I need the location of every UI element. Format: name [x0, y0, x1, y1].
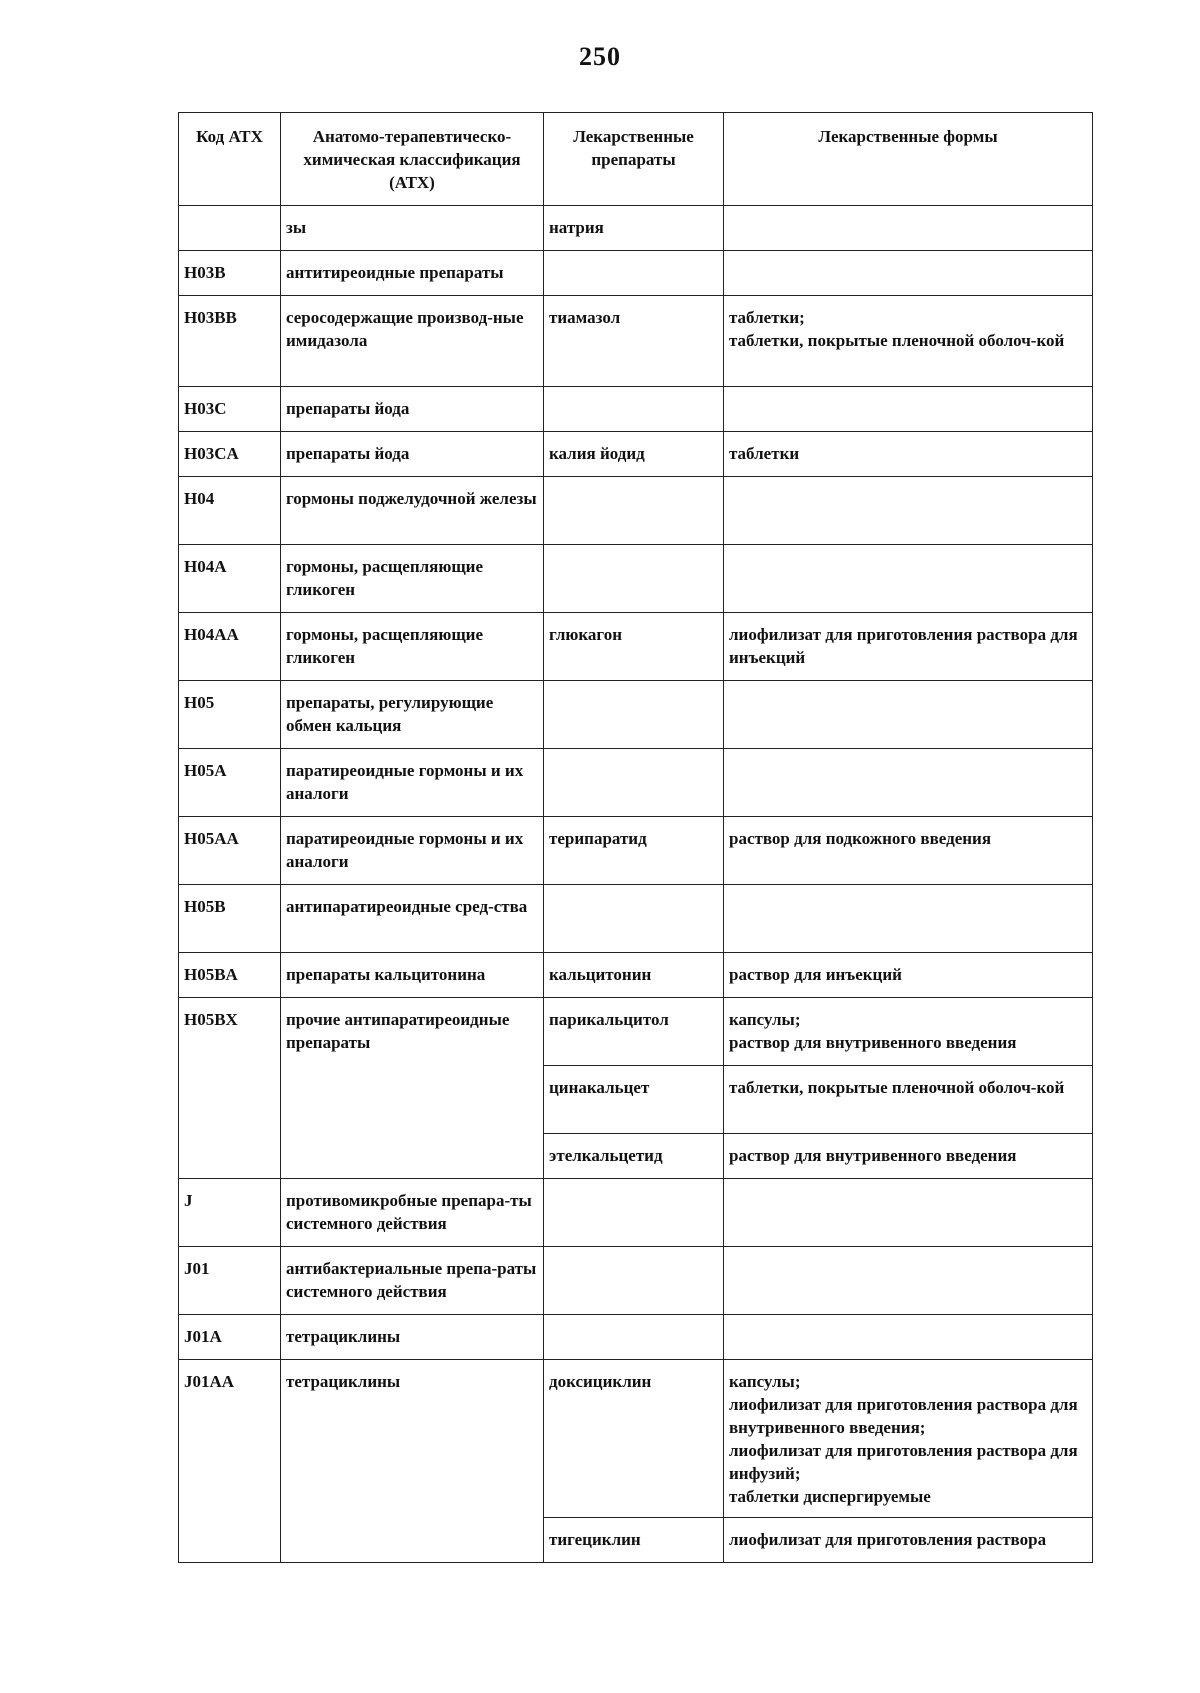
- cell-classification: серосодержащие производ-ные имидазола: [281, 296, 544, 387]
- cell-classification: зы: [281, 206, 544, 251]
- form-line: таблетки диспергируемые: [729, 1487, 931, 1506]
- cell-classification: паратиреоидные гормоны и их аналоги: [281, 817, 544, 885]
- cell-forms: [724, 296, 1093, 387]
- form-line: таблетки;: [729, 308, 805, 327]
- table-row: [179, 1247, 1093, 1315]
- cell-drug: [544, 1247, 724, 1315]
- table-row: [179, 1360, 1093, 1518]
- cell-forms: [724, 387, 1093, 432]
- table-row: [179, 681, 1093, 749]
- table-row: [179, 749, 1093, 817]
- cell-drug: глюкагон: [544, 613, 724, 681]
- cell-forms: [724, 477, 1093, 545]
- cell-forms: [724, 817, 1093, 885]
- form-line: таблетки, покрытые пленочной оболоч-кой: [729, 331, 1065, 350]
- cell-forms: [724, 1134, 1093, 1179]
- cell-drug: тигециклин: [544, 1518, 724, 1563]
- cell-code: [179, 206, 281, 251]
- cell-drug: тиамазол: [544, 296, 724, 387]
- cell-forms: [724, 1179, 1093, 1247]
- cell-forms: [724, 432, 1093, 477]
- cell-code: H05: [179, 681, 281, 749]
- cell-drug: натрия: [544, 206, 724, 251]
- page-number: 250: [579, 42, 621, 71]
- table-header-row: [179, 113, 1093, 206]
- table-row: [179, 545, 1093, 613]
- form-line: лиофилизат для приготовления раствора для внутривенного введения;: [729, 1395, 1078, 1437]
- table-row: [179, 1315, 1093, 1360]
- table-row: [179, 817, 1093, 885]
- cell-code: J01A: [179, 1315, 281, 1360]
- cell-drug: [544, 681, 724, 749]
- cell-code: H03B: [179, 251, 281, 296]
- cell-code: J: [179, 1179, 281, 1247]
- header-classification: Анатомо-терапевтическо-химическая классификация (АТХ): [281, 113, 544, 206]
- table-row: [179, 885, 1093, 953]
- cell-code: H03C: [179, 387, 281, 432]
- cell-code: J01AA: [179, 1360, 281, 1563]
- cell-drug: [544, 1315, 724, 1360]
- table-row: [179, 613, 1093, 681]
- cell-forms: [724, 251, 1093, 296]
- cell-code: H04: [179, 477, 281, 545]
- cell-code: H04AA: [179, 613, 281, 681]
- cell-classification: паратиреоидные гормоны и их аналоги: [281, 749, 544, 817]
- cell-forms: [724, 1315, 1093, 1360]
- header-forms: Лекарственные формы: [724, 113, 1093, 206]
- cell-code: H05BA: [179, 953, 281, 998]
- cell-classification: препараты кальцитонина: [281, 953, 544, 998]
- cell-code: H03CA: [179, 432, 281, 477]
- form-line: капсулы;: [729, 1010, 801, 1029]
- cell-code: H03BB: [179, 296, 281, 387]
- cell-classification: тетрациклины: [281, 1315, 544, 1360]
- form-line: таблетки, покрытые пленочной оболоч-кой: [729, 1078, 1065, 1097]
- form-line: раствор для подкожного введения: [729, 829, 992, 848]
- cell-drug: цинакальцет: [544, 1066, 724, 1134]
- cell-drug: этелкальцетид: [544, 1134, 724, 1179]
- cell-drug: кальцитонин: [544, 953, 724, 998]
- cell-classification: гормоны, расщепляющие гликоген: [281, 545, 544, 613]
- cell-drug: [544, 387, 724, 432]
- cell-forms: [724, 953, 1093, 998]
- form-line: раствор для внутривенного введения: [729, 1033, 1017, 1052]
- table-row: [179, 206, 1093, 251]
- cell-code: J01: [179, 1247, 281, 1315]
- atc-drug-table: [178, 112, 1093, 1563]
- cell-classification: гормоны, расщепляющие гликоген: [281, 613, 544, 681]
- cell-classification: противомикробные препара-ты системного действия: [281, 1179, 544, 1247]
- cell-forms: [724, 1360, 1093, 1518]
- cell-code: H05A: [179, 749, 281, 817]
- cell-code: H05AA: [179, 817, 281, 885]
- cell-drug: [544, 749, 724, 817]
- table-row: [179, 1179, 1093, 1247]
- table-row: [179, 432, 1093, 477]
- table-row: [179, 296, 1093, 387]
- table-row: [179, 953, 1093, 998]
- form-line: таблетки: [729, 444, 800, 463]
- cell-drug: [544, 545, 724, 613]
- cell-classification: антипаратиреоидные сред-ства: [281, 885, 544, 953]
- cell-forms: [724, 681, 1093, 749]
- cell-forms: [724, 749, 1093, 817]
- cell-classification: антибактериальные препа-раты системного действия: [281, 1247, 544, 1315]
- table-row: [179, 251, 1093, 296]
- cell-classification: препараты, регулирующие обмен кальция: [281, 681, 544, 749]
- cell-drug: калия йодид: [544, 432, 724, 477]
- cell-forms: [724, 885, 1093, 953]
- table-row: [179, 998, 1093, 1066]
- form-line: раствор для инъекций: [729, 965, 902, 984]
- cell-drug: [544, 1179, 724, 1247]
- cell-forms: [724, 206, 1093, 251]
- cell-forms: [724, 1247, 1093, 1315]
- cell-classification: прочие антипаратиреоидные препараты: [281, 998, 544, 1179]
- cell-drug: [544, 251, 724, 296]
- cell-forms: [724, 1518, 1093, 1563]
- cell-forms: [724, 613, 1093, 681]
- table-row: [179, 477, 1093, 545]
- form-line: капсулы;: [729, 1372, 801, 1391]
- form-line: лиофилизат для приготовления раствора для инъекций: [729, 625, 1078, 667]
- cell-classification: препараты йода: [281, 432, 544, 477]
- cell-drug: доксициклин: [544, 1360, 724, 1518]
- form-line: раствор для внутривенного введения: [729, 1146, 1017, 1165]
- cell-drug: парикальцитол: [544, 998, 724, 1066]
- cell-drug: терипаратид: [544, 817, 724, 885]
- cell-classification: антитиреоидные препараты: [281, 251, 544, 296]
- header-drugs: Лекарственные препараты: [544, 113, 724, 206]
- cell-forms: [724, 545, 1093, 613]
- cell-code: H05B: [179, 885, 281, 953]
- cell-drug: [544, 885, 724, 953]
- cell-code: H04A: [179, 545, 281, 613]
- form-line: лиофилизат для приготовления раствора для инфузий;: [729, 1441, 1078, 1483]
- cell-drug: [544, 477, 724, 545]
- cell-code: H05BX: [179, 998, 281, 1179]
- cell-forms: [724, 1066, 1093, 1134]
- header-code: Код АТХ: [179, 113, 281, 206]
- form-line: лиофилизат для приготовления раствора: [729, 1530, 1047, 1549]
- table-row: [179, 387, 1093, 432]
- cell-forms: [724, 998, 1093, 1066]
- cell-classification: препараты йода: [281, 387, 544, 432]
- cell-classification: тетрациклины: [281, 1360, 544, 1563]
- cell-classification: гормоны поджелудочной железы: [281, 477, 544, 545]
